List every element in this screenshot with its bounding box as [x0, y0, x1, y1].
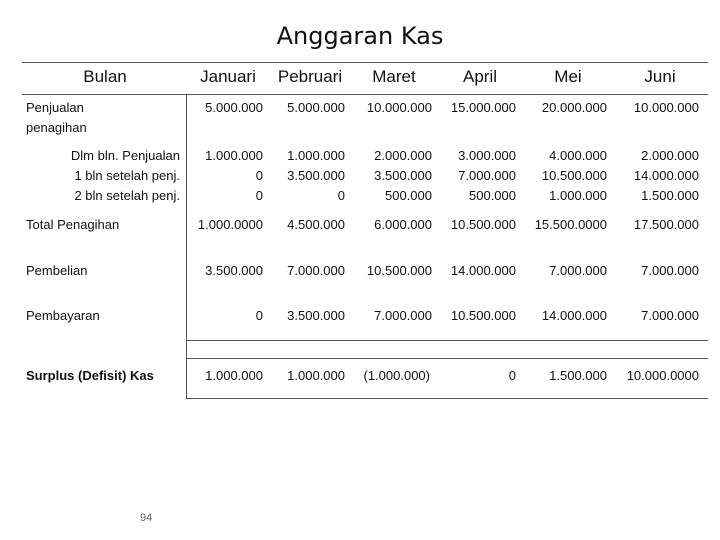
penjualan-januari: 5.000.000 — [205, 100, 263, 115]
pembayaran-cell: 7.000.000 — [374, 308, 432, 323]
pembayaran-cell: 7.000.000 — [641, 308, 699, 323]
total-cell: 15.500.0000 — [534, 217, 607, 232]
label-total-penagihan: Total Penagihan — [26, 217, 120, 232]
detail-cell: 4.000.000 — [549, 148, 607, 163]
pembayaran-cell: 3.500.000 — [287, 308, 345, 323]
label-column-divider — [186, 94, 187, 398]
header-pebruari: Pebruari — [277, 67, 343, 86]
label-surplus-defisit: Surplus (Defisit) Kas — [26, 368, 154, 383]
surplus-cell: 1.000.000 — [287, 368, 345, 383]
detail-cell: 3.500.000 — [374, 168, 432, 183]
label-pembayaran: Pembayaran — [26, 308, 100, 323]
pembelian-cell: 14.000.000 — [450, 263, 516, 278]
detail-cell: 1.000.000 — [287, 148, 345, 163]
header-januari: Januari — [200, 67, 256, 86]
label-penjualan: Penjualan — [26, 100, 84, 115]
detail-cell: 2.000.000 — [641, 148, 699, 163]
detail-cell: 7.000.000 — [458, 168, 516, 183]
detail-cell: 14.000.000 — [633, 168, 699, 183]
detail-label: Dlm bln. Penjualan — [70, 148, 180, 163]
pembelian-cell: 3.500.000 — [205, 263, 263, 278]
pembelian-cell: 7.000.000 — [287, 263, 345, 278]
detail-cell: 1.000.000 — [549, 188, 607, 203]
total-cell: 1.000.0000 — [197, 217, 263, 232]
penjualan-juni: 10.000.000 — [633, 100, 699, 115]
pembelian-cell: 7.000.000 — [549, 263, 607, 278]
detail-label: 1 bln setelah penj. — [74, 168, 180, 183]
detail-cell: 10.500.000 — [541, 168, 607, 183]
surplus-cell: 1.000.000 — [205, 368, 263, 383]
detail-cell: 0 — [255, 168, 263, 183]
total-cell: 10.500.000 — [450, 217, 516, 232]
header-april: April — [462, 67, 497, 86]
detail-cell: 1.500.000 — [641, 188, 699, 203]
total-cell: 17.500.000 — [633, 217, 699, 232]
penjualan-april: 15.000.000 — [450, 100, 516, 115]
header-juni: Juni — [644, 67, 676, 86]
surplus-cell: (1.000.000) — [363, 368, 430, 383]
surplus-cell: 1.500.000 — [549, 368, 607, 383]
table-top-rule — [22, 62, 708, 63]
table-bottom-rule — [186, 398, 708, 399]
penjualan-mei: 20.000.000 — [541, 100, 607, 115]
detail-cell: 500.000 — [385, 188, 432, 203]
total-cell: 6.000.000 — [374, 217, 432, 232]
pembayaran-cell: 10.500.000 — [450, 308, 516, 323]
detail-cell: 2.000.000 — [374, 148, 432, 163]
penjualan-pebruari: 5.000.000 — [287, 100, 345, 115]
header-bulan: Bulan — [83, 67, 127, 86]
detail-cell: 500.000 — [469, 188, 516, 203]
separator-rule-2 — [186, 358, 708, 359]
pembayaran-cell: 0 — [255, 308, 263, 323]
page-number: 94 — [140, 512, 153, 524]
separator-rule — [186, 340, 708, 341]
label-pembelian: Pembelian — [26, 263, 88, 278]
detail-cell: 3.500.000 — [287, 168, 345, 183]
pembelian-cell: 7.000.000 — [641, 263, 699, 278]
header-maret: Maret — [372, 67, 416, 86]
penjualan-maret: 10.000.000 — [366, 100, 432, 115]
label-penagihan: penagihan — [26, 120, 87, 135]
header-bottom-rule — [22, 94, 708, 95]
detail-cell: 3.000.000 — [458, 148, 516, 163]
detail-cell: 0 — [255, 188, 263, 203]
surplus-cell: 0 — [508, 368, 516, 383]
header-mei: Mei — [554, 67, 582, 86]
pembayaran-cell: 14.000.000 — [541, 308, 607, 323]
surplus-cell: 10.000.0000 — [626, 368, 699, 383]
detail-label: 2 bln setelah penj. — [74, 188, 180, 203]
page-title: Anggaran Kas — [276, 22, 444, 50]
pembelian-cell: 10.500.000 — [366, 263, 432, 278]
detail-cell: 0 — [337, 188, 345, 203]
total-cell: 4.500.000 — [287, 217, 345, 232]
detail-cell: 1.000.000 — [205, 148, 263, 163]
